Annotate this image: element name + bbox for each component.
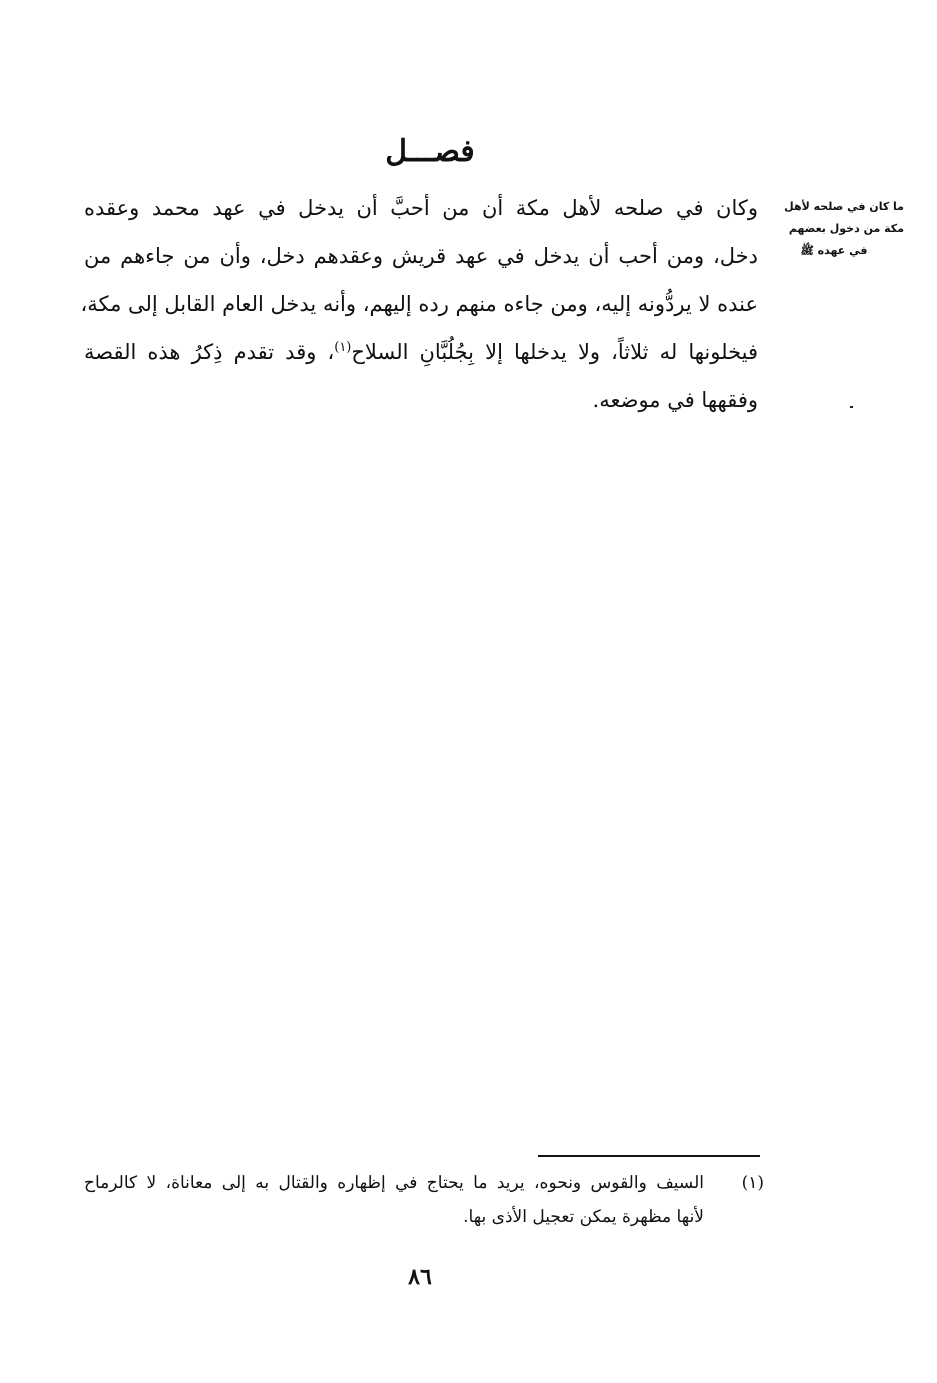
footnote-line: السيف والقوس ونحوه، يريد ما يحتاج في إظهاره والقتال به إلى معاناة، لا كالرماح [84,1173,704,1193]
footnote-reference[interactable]: (١) [334,340,352,355]
margin-note-line: مكة من دخول بعضهم [788,222,904,235]
body-line-part: ، وقد تقدم ذِكرُ هذه القصة [84,340,335,364]
footnote-text [84,1166,704,1234]
body-paragraph [80,184,758,424]
body-line-with-footnote [84,328,758,376]
section-title: فصـــل [385,134,475,169]
footnote-line: لأنها مظهرة يمكن تعجيل الأذى بها. [463,1207,704,1227]
footnote [84,1166,764,1234]
body-line: وكان في صلحه لأهل مكة أن من أحبَّ أن يدخل في عهد محمد وعقده [84,196,758,220]
page-number: ٨٦ [408,1264,432,1290]
margin-note-line: ما كان في صلحه لأهل [784,200,904,213]
footnote-rule [538,1155,760,1157]
footnote-number: (١) [741,1173,764,1193]
body-line-part: فيخلونها له ثلاثاً، ولا يدخلها إلا بِجُلُبَّانِ السلاح [351,340,758,364]
margin-note-line: في عهده ﷺ [800,244,868,257]
scan-speck [850,406,853,408]
body-line: عنده لا يردُّونه إليه، ومن جاءه منهم رده إليهم، وأنه يدخل العام القابل إلى مكة، [80,292,758,316]
body-line: وفقهها في موضعه. [592,388,758,412]
body-line: دخل، ومن أحب أن يدخل في عهد قريش وعقدهم دخل، وأن من جاءهم من [84,244,758,268]
margin-note [784,196,904,262]
